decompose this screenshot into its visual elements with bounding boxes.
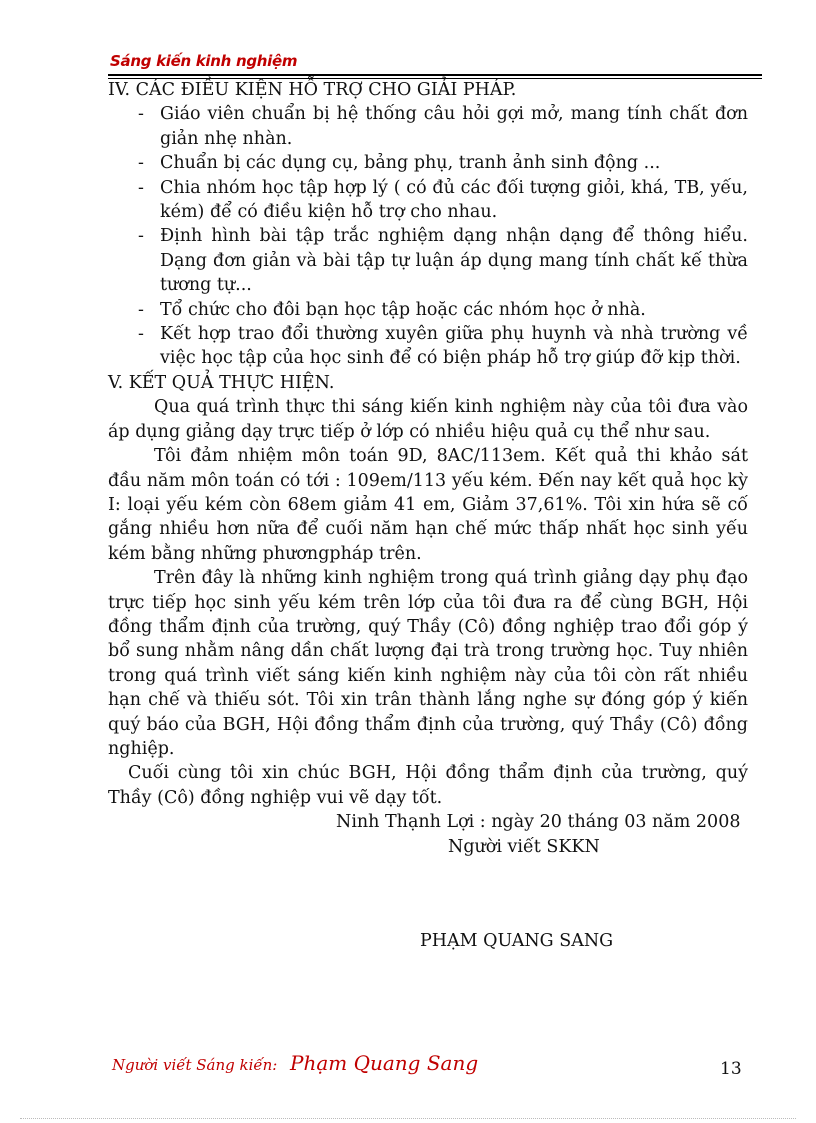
signature-name: PHẠM QUANG SANG: [420, 931, 614, 951]
paragraph: Tôi đảm nhiệm môn toán 9D, 8AC/113em. Kết quả thi khảo sát đầu năm môn toán có tới : 109em/113 yếu kém. Đến nay kết quả học kỳ I: loại yếu kém còn 68em giảm 41 em, Giảm 37,61%. Tôi xin hứa sẽ cố gắng nhiều hơn nữa để cuối năm hạn chế mức thấp nhất học sinh yếu kém bằng những phươngpháp trên.: [108, 446, 748, 564]
list-item: - Kết hợp trao đổi thường xuyên giữa phụ huynh và nhà trường về việc học tập của học sinh để có biện pháp hỗ trợ giúp đỡ kịp thời.: [108, 322, 748, 371]
signature-place-date: Ninh Thạnh Lợi : ngày 20 tháng 03 năm 2008: [336, 812, 741, 833]
paragraph: Trên đây là những kinh nghiệm trong quá trình giảng dạy phụ đạo trực tiếp học sinh yếu kém trên lớp của tôi đưa ra để cùng BGH, Hội đồng thẩm định của trường, quý Thầy (Cô) đồng nghiệp trao đổi góp ý bổ sung nhằm nâng dần chất lượng đại trà trong trường học. Tuy nhiên trong quá trình viết sáng kiến kinh nghiệm này của tôi còn rất nhiều hạn chế và thiếu sót. Tôi xin trân thành lắng nghe sự đóng góp ý kiến quý báo của BGH, Hội đồng thẩm định của trường, quý Thầy (Cô) đồng nghiệp.: [108, 568, 748, 759]
section-heading-iv: IV. CÁC ĐIỀU KIỆN HỖ TRỢ CHO GIẢI PHÁP.: [108, 80, 517, 100]
support-conditions-list: [108, 102, 748, 370]
header-title: Sáng kiến kinh nghiệm: [110, 52, 298, 70]
paragraph: Qua quá trình thực thi sáng kiến kinh nghiệm này của tôi đưa vào áp dụng giảng dạy trực tiếp ở lớp có nhiều hiệu quả cụ thể như sau.: [108, 397, 748, 442]
closing-paragraph: Cuối cùng tôi xin chúc BGH, Hội đồng thẩm định của trường, quý Thầy (Cô) đồng nghiệp vui vẽ dạy tốt.: [108, 763, 748, 808]
list-item: - Tổ chức cho đôi bạn học tập hoặc các nhóm học ở nhà.: [108, 298, 748, 322]
list-item: - Định hình bài tập trắc nghiệm dạng nhận dạng để thông hiểu. Dạng đơn giản và bài tập tự luận áp dụng mang tính chất kế thừa tương tự...: [108, 224, 748, 297]
signature-role: Người viết SKKN: [448, 836, 600, 857]
document-body: [108, 78, 748, 953]
list-item: - Chia nhóm học tập hợp lý ( có đủ các đối tượng giỏi, khá, TB, yếu, kém) để có điều kiện hỗ trợ cho nhau.: [108, 176, 748, 225]
footer-author-signature: Phạm Quang Sang: [290, 1051, 479, 1075]
header-rule: [108, 74, 762, 76]
list-item: - Chuẩn bị các dụng cụ, bảng phụ, tranh ảnh sinh động ...: [108, 151, 748, 175]
section-heading-v: V. KẾT QUẢ THỰC HIỆN.: [108, 372, 335, 393]
page-number: 13: [720, 1059, 742, 1079]
bottom-divider: [20, 1118, 796, 1119]
footer-label: Người viết Sáng kiến:: [112, 1056, 278, 1074]
list-item: - Giáo viên chuẩn bị hệ thống câu hỏi gợi mở, mang tính chất đơn giản nhẹ nhàn.: [108, 102, 748, 151]
